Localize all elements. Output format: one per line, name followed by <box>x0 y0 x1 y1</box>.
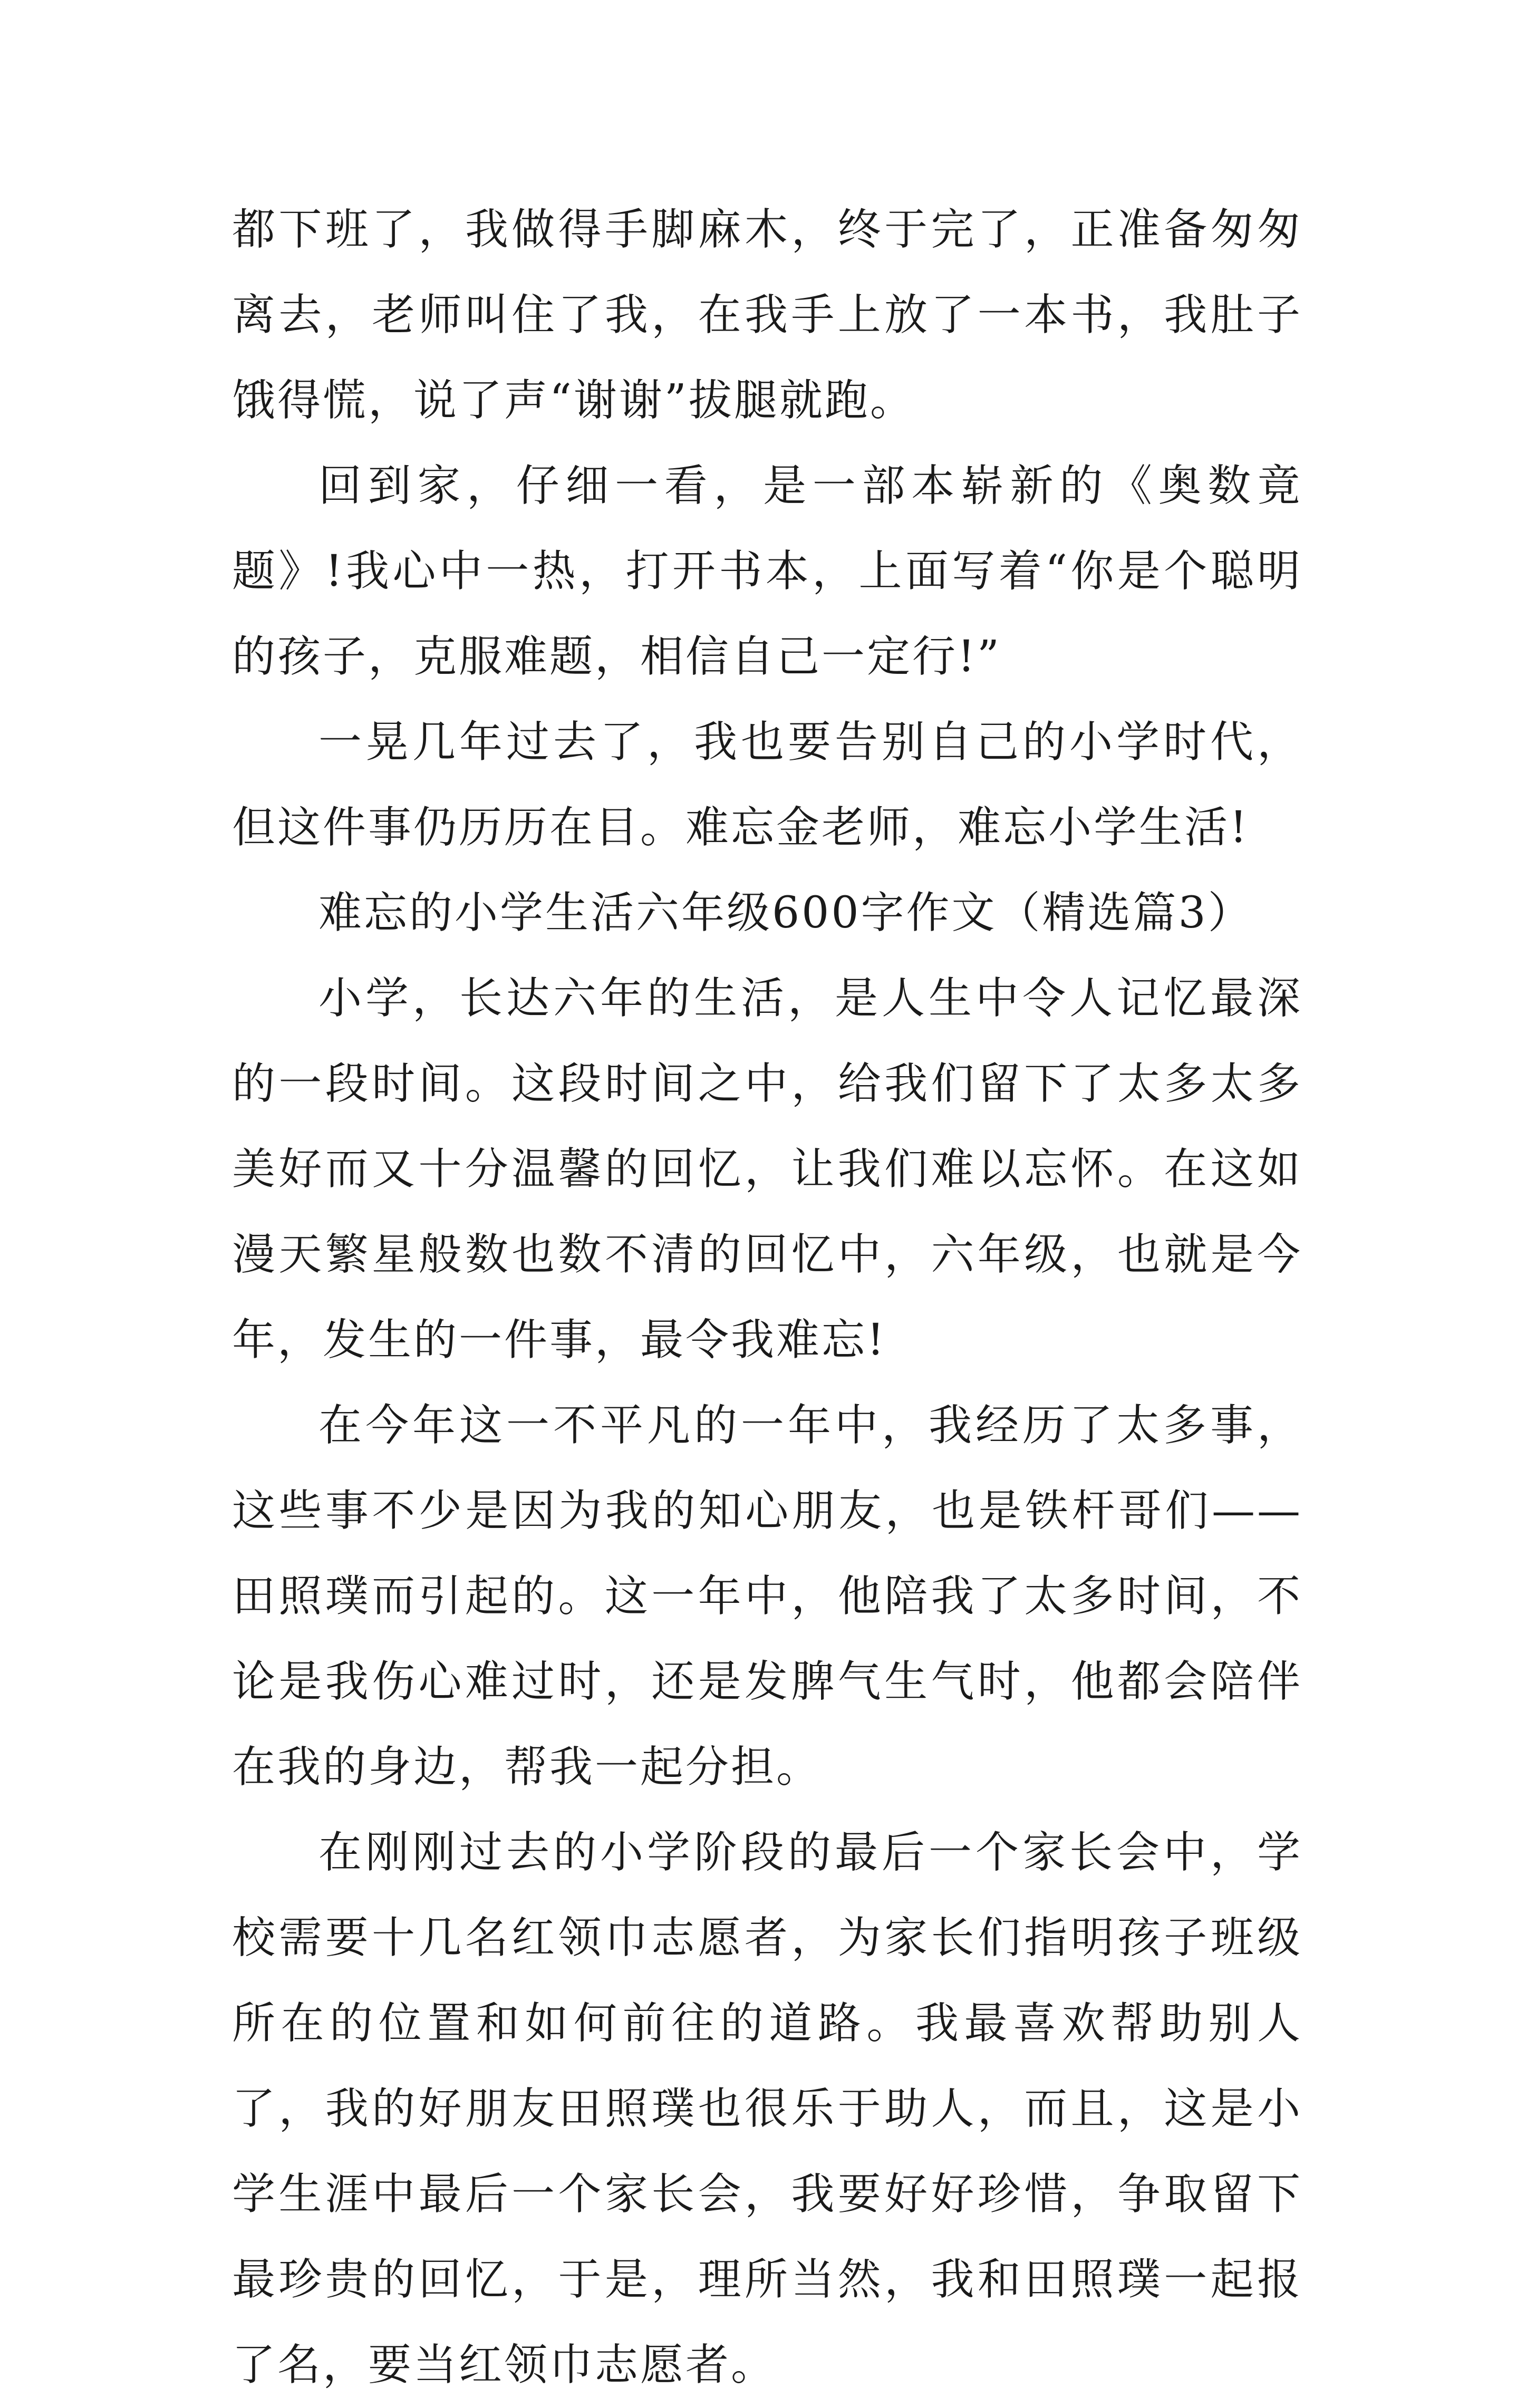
paragraph: 一晃几年过去了，我也要告别自己的小学时代，但这件事仍历历在目。难忘金老师，难忘小学生活! <box>232 717 1302 853</box>
paragraph: 在今年这一不平凡的一年中，我经历了太多事，这些事不少是因为我的知心朋友，也是铁杆哥们——田照璞而引起的。这一年中，他陪我了太多时间，不论是我伤心难过时，还是发脾气生气时，他都会陪伴在我的身边，帮我一起分担。 <box>232 1400 1302 1792</box>
section-heading: 难忘的小学生活六年级600字作文（精选篇3） <box>318 888 1253 938</box>
paragraph: 小学，长达六年的生活，是人生中令人记忆最深的一段时间。这段时间之中，给我们留下了太多太多美好而又十分温馨的回忆，让我们难以忘怀。在这如漫天繁星般数也数不清的回忆中，六年级，也就是今年，发生的一件事，最令我难忘! <box>232 973 1302 1365</box>
document-body <box>232 187 1302 2408</box>
paragraph: 都下班了，我做得手脚麻木，终于完了，正准备匆匆离去，老师叫住了我，在我手上放了一本书，我肚子饿得慌，说了声“谢谢”拔腿就跑。 <box>232 205 1302 425</box>
paragraph: 在刚刚过去的小学阶段的最后一个家长会中，学校需要十几名红领巾志愿者，为家长们指明孩子班级所在的位置和如何前往的道路。我最喜欢帮助别人了，我的好朋友田照璞也很乐于助人，而且，这是小学生涯中最后一个家长会，我要好好珍惜，争取留下最珍贵的回忆，于是，理所当然，我和田照璞一起报了名，要当红领巾志愿者。 <box>232 1827 1302 2390</box>
paragraph: 回到家，仔细一看，是一部本崭新的《奥数竟题》!我心中一热，打开书本，上面写着“你是个聪明的孩子，克服难题，相信自己一定行!” <box>232 461 1302 682</box>
